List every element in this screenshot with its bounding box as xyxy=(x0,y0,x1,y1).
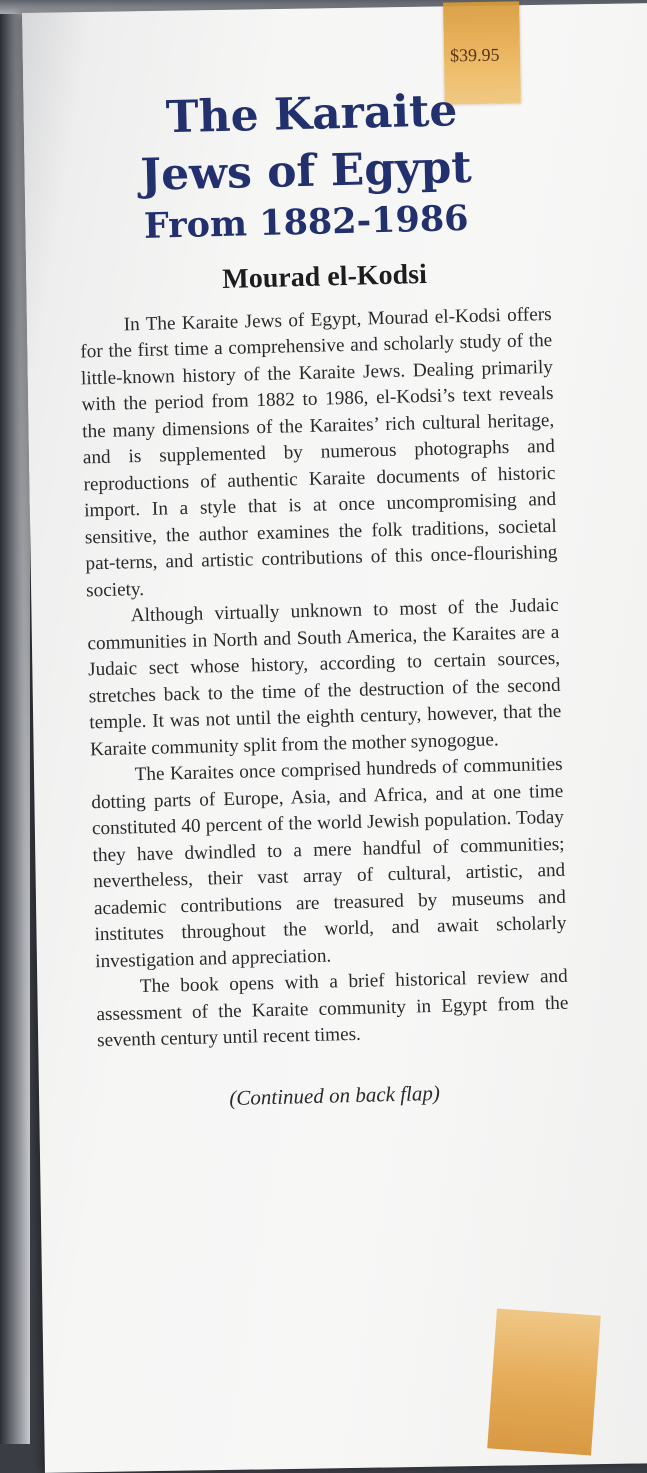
tape-piece-bottom xyxy=(487,1309,601,1456)
paragraph-2: Although virtually unknown to most of the Judaic communities in North and South America, the Karaites are a Judaic sect whose history, according to certain sources, stretches back to the time of the destruction of the second temple. It was not until the eighth century, however, that the Karaite community split from the mother synogogue. xyxy=(87,595,562,761)
flap-body-text xyxy=(79,302,569,1055)
title-line-2: Jews of Egypt xyxy=(139,142,473,202)
price-label: $39.95 xyxy=(449,44,500,66)
author-name: Mourad el-Kodsi xyxy=(221,258,428,295)
paragraph-1: In The Karaite Jews of Egypt, Mourad el-Kodsi offers for the first time a comprehensive and scholarly study of the little-known history of the Karaite Jews. Dealing primarily with the period from 1882 to 1986, el-Kodsi’s text reveals the many dimensions of the Karaites’ rich cultural heritage, and is supplemented by numerous photographs and reproductions of authentic Karaite documents of historic import. In a style that is at once uncompromising and sensitive, the author examines the folk traditions, societal pat-terns, and artistic contributions of this once-flourishing society. xyxy=(80,303,558,602)
flap-text-block xyxy=(60,84,569,1114)
smudge-mark xyxy=(52,60,132,90)
paragraph-4: The book opens with a brief historical review and assessment of the Karaite community in Egypt from the seventh century until recent times. xyxy=(96,965,569,1052)
title-line-1: The Karaite xyxy=(165,85,458,144)
paragraph-3: The Karaites once comprised hundreds of communities dotting parts of Europe, Asia, and Africa, and at one time constituted 40 percent of the world Jewish population. Today they have dwindled to a mere handful of communities; nevertheless, their vast array of cultural, artistic, and academic contributions are treasured by museums and institutes throughout the world, and await scholarly investigation and appreciation. xyxy=(91,754,567,972)
title-line-3: From 1882-1986 xyxy=(143,197,469,247)
continued-note: (Continued on back flap) xyxy=(229,1080,441,1110)
